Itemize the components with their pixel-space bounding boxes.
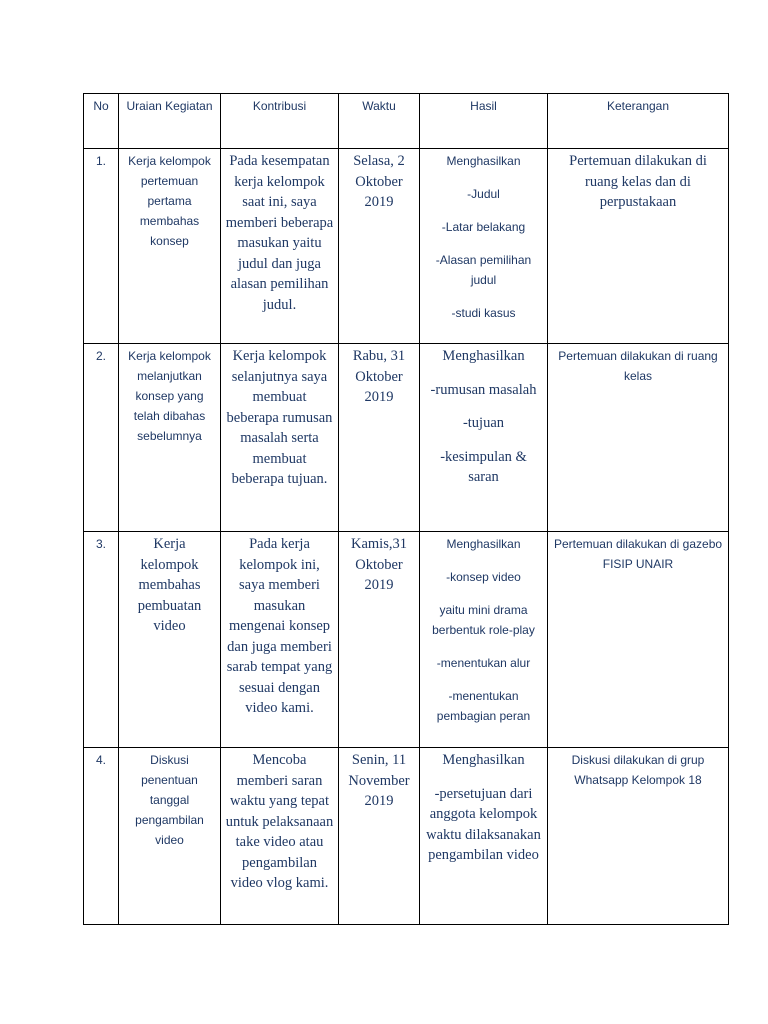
table-row	[84, 149, 729, 344]
row-waktu: Selasa, 2 Oktober 2019	[339, 149, 420, 344]
hasil-line: -menentukan pembagian peran	[436, 689, 531, 723]
hasil-line: Menghasilkan	[446, 537, 521, 551]
hasil-line: yaitu mini drama berbentuk role-play	[432, 603, 535, 637]
hasil-line: -Latar belakang	[441, 220, 526, 234]
row-kontribusi: Mencoba memberi saran waktu yang tepat untuk pelaksanaan take video atau pengambilan video vlog kami.	[221, 748, 339, 925]
row-keterangan: Pertemuan dilakukan di gazebo FISIP UNAIR	[548, 532, 729, 748]
table-row	[84, 532, 729, 748]
hasil-line: -studi kasus	[451, 306, 516, 320]
row-hasil	[420, 748, 548, 925]
row-no: 3.	[84, 532, 119, 748]
hasil-line: -persetujuan dari anggota kelompok waktu dilaksanakan pengambilan video	[426, 785, 541, 863]
row-uraian: Diskusi penentuan tanggal pengambilan video	[119, 748, 221, 925]
row-no: 2.	[84, 344, 119, 532]
hasil-line: -rumusan masalah	[430, 381, 537, 398]
hasil-line: -konsep video	[446, 570, 521, 584]
row-kontribusi: Pada kesempatan kerja kelompok saat ini, saya memberi beberapa masukan yaitu judul dan juga alasan pemilihan judul.	[221, 149, 339, 344]
row-hasil	[420, 149, 548, 344]
row-keterangan: Diskusi dilakukan di grup Whatsapp Kelompok 18	[548, 748, 729, 925]
hasil-line: -tujuan	[462, 415, 505, 431]
header-no: No	[84, 94, 119, 149]
activity-table	[83, 93, 729, 925]
row-waktu: Rabu, 31 Oktober 2019	[339, 344, 420, 532]
table-header-row	[84, 94, 729, 149]
table-row	[84, 748, 729, 925]
row-hasil	[420, 532, 548, 748]
row-no: 4.	[84, 748, 119, 925]
header-uraian: Uraian Kegiatan	[119, 94, 221, 149]
hasil-line: -Alasan pemilihan judul	[435, 253, 532, 287]
row-uraian: Kerja kelompok melanjutkan konsep yang telah dibahas sebelumnya	[119, 344, 221, 532]
row-uraian: Kerja kelompok membahas pembuatan video	[119, 532, 221, 748]
hasil-line: -kesimpulan & saran	[440, 448, 527, 485]
header-waktu: Waktu	[339, 94, 420, 149]
header-keterangan: Keterangan	[548, 94, 729, 149]
row-hasil	[420, 344, 548, 532]
hasil-line: -Judul	[467, 187, 500, 201]
hasil-line: Menghasilkan	[446, 154, 521, 168]
hasil-line: Menghasilkan	[442, 752, 525, 768]
row-no: 1.	[84, 149, 119, 344]
table-row	[84, 344, 729, 532]
row-uraian: Kerja kelompok pertemuan pertama membahas konsep	[119, 149, 221, 344]
hasil-line: -menentukan alur	[436, 656, 531, 670]
hasil-line: Menghasilkan	[442, 348, 525, 364]
row-waktu: Kamis,31 Oktober 2019	[339, 532, 420, 748]
row-keterangan: Pertemuan dilakukan di ruang kelas	[548, 344, 729, 532]
row-kontribusi: Pada kerja kelompok ini, saya memberi masukan mengenai konsep dan juga memberi sarab tempat yang sesuai dengan video kami.	[221, 532, 339, 748]
header-hasil: Hasil	[420, 94, 548, 149]
row-waktu: Senin, 11 November 2019	[339, 748, 420, 925]
row-kontribusi: Kerja kelompok selanjutnya saya membuat beberapa rumusan masalah serta membuat beberapa tujuan.	[221, 344, 339, 532]
row-keterangan: Pertemuan dilakukan di ruang kelas dan di perpustakaan	[548, 149, 729, 344]
header-kontribusi: Kontribusi	[221, 94, 339, 149]
